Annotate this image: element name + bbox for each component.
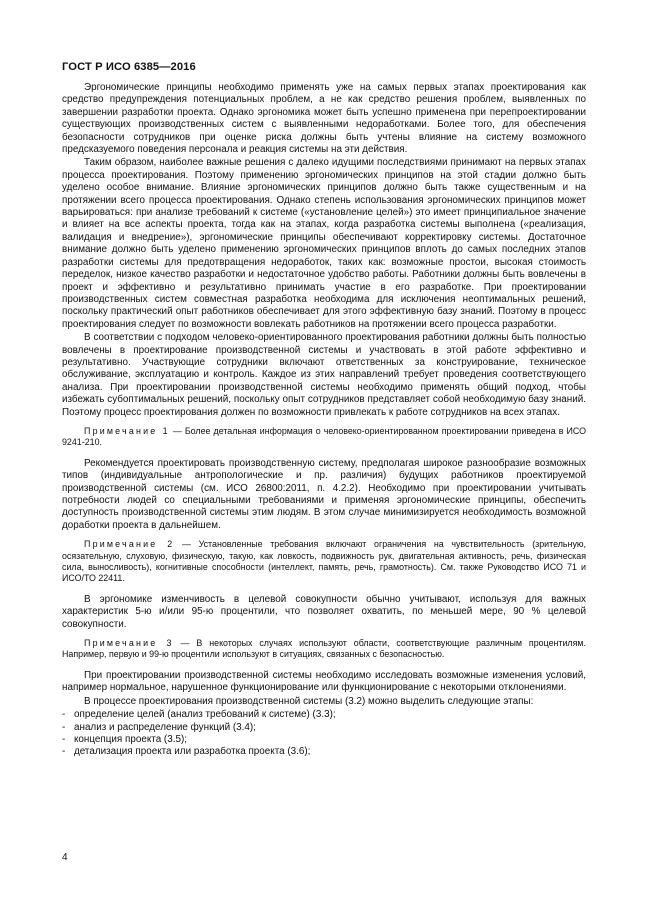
note-label: Примечание 2 [84,539,175,550]
note-label: Примечание 1 [84,425,170,436]
note-1 [62,426,586,449]
document-body [62,82,586,759]
note-label: Примечание 3 [84,638,174,649]
list-item: - анализ и распределение функций (3.4); [62,722,586,734]
note-text: — В некоторых случаях используют области, соответствующие различным процентилям. Например, первую и 99-ю процентили используют в ситуациях, связанных с безопасностью. [62,638,586,660]
list-item: - определение целей (анализ требований к системе) (3.3); [62,709,586,721]
paragraph: При проектировании производственной системы необходимо исследовать возможные изменения условий, например нормальное, нарушенное функционирование или функционирование с некоторыми отклонениями. [62,669,586,694]
design-stages-list [62,709,586,759]
paragraph: Рекомендуется проектировать производственную систему, предполагая широкое разнообразие возможных типов (индивидуальные антропологические и пр. различия) будущих работников проектируемой производственной системы (см. ИСО 26800:2011, п. 4.2.2). Необходимо при проектировании учитывать потребности людей со специальными требованиями и применяя эргономические принципы, обеспечить доступность производственной системы этим людям. В этом случае минимизируется необходимость возможной доработки проекта в дальнейшем. [62,457,586,531]
list-item: - концепция проекта (3.5); [62,734,586,746]
note-text: — Установленные требования включают ограничения на чувствительность (зрительную, осязательную, слуховую, физическую, такую, как ловкость, подвижность рук, двигательная активность, речь, физическая сила, выносливость), когнитивные способности (интеллект, память, речь, грамотность). См. также Руководство ИСО 71 и ИСО/ТО 22411. [62,539,587,584]
paragraph: В эргономике изменчивость в целевой совокупности обычно учитывают, используя для важных характеристик 5-ю и/или 95-ю процентили, что позволяет охватить, по меньшей мере, 90 % целевой совокупности. [62,593,586,630]
paragraph: Таким образом, наиболее важные решения с далеко идущими последствиями принимают на первых этапах процесса проектирования. Поэтому применению эргономических принципов на этой стадии должно быть уделено особое внимание. Влияние эргономических принципов должно быть также существенным и на протяжении всего процесса проектирования. Однако степень использования эргономических принципов может варьироваться: при анализе требований к системе («установление целей») это имеет принципиальное значение и влияет на все аспекты проекта, тогда как на этапах, когда разработка системы выполнена («реализация, валидация и внедрение»), эргономические принципы обеспечивают корректировку системы. Достаточное внимание должно быть уделено применению эргономических принципов вплоть до самых последних этапов разработки системы для предотвращения недоработок, таких как: возможные простои, высокая стоимость переделок, низкое качество разработки и недостаточное удобство работы. Работники должны быть вовлечены в проект и эффективно и результативно принимать участие в его разработке. При проектировании производственных систем совместная разработка необходима для исключения неоптимальных решений, поскольку практический опыт работников обеспечивает для этого эффективную базу знаний. Поэтому в процесс проектирования следует по возможности вовлекать работников на протяжении всего процесса разработки. [62,157,586,330]
paragraph: Эргономические принципы необходимо применять уже на самых первых этапах проектирования как средство предупреждения потенциальных проблем, а не как средство решения проблем, выявленных по завершении разработки проекта. Однако эргономика может быть успешно применена при перепроектировании существующих производственных систем с выявленными недоработками. Более того, для обеспечения безопасности сотрудников при оценке риска должны быть учтены влияние на систему возможного предсказуемого поведения персонала и реакция системы на эти действия. [62,82,586,156]
standard-title: ГОСТ Р ИСО 6385—2016 [62,61,196,73]
paragraph: В соответствии с подходом человеко-ориентированного проектирования работники должны быть полностью вовлечены в проектирование производственной системы и участвовать в этой работе эффективно и результативно. Участвующие сотрудники включают ответственных за конструирование, техническое обслуживание, эксплуатацию и контроль. Каждое из этих направлений требует проведения соответствующего анализа. При проектировании производственной системы необходимо применять общий подход, чтобы избежать субоптимальных решений, поскольку опыт сотрудников представляет собой необходимую базу знаний. Поэтому процесс проектирования должен по возможности привлекать к работе сотрудников на всех этапах. [62,332,586,418]
list-item: - детализация проекта или разработка проекта (3.6); [62,746,586,758]
note-text: — Более детальная информация о человеко-ориентированном проектировании приведена в ИСО 9241-210. [62,425,587,448]
paragraph: В процессе проектирования производственной системы (3.2) можно выделить следующие этапы: [84,695,534,707]
page-number: 4 [62,852,68,863]
note-3 [62,638,586,661]
note-2 [62,539,586,585]
